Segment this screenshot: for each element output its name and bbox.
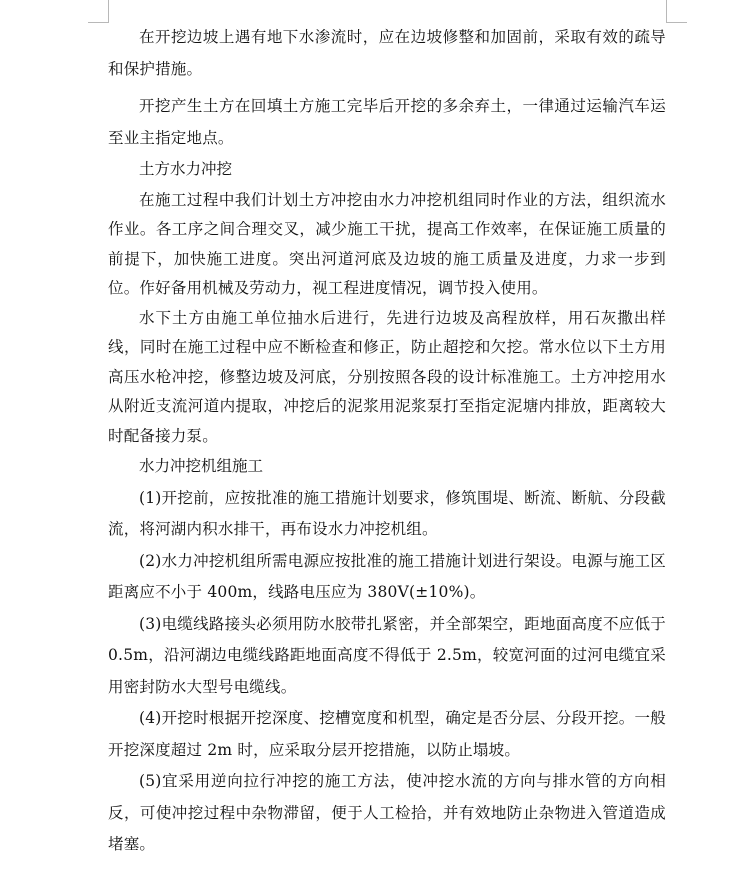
page-corner-mark-left <box>88 0 109 23</box>
list-item: (2)水力冲挖机组所需电源应按批准的施工措施计划进行架设。电源与施工区距离应不小于 400m，线路电压应为 380V(±10%)。 <box>108 551 666 601</box>
section-heading: 土方水力冲挖 <box>139 160 233 178</box>
list-item: (1)开挖前，应按批准的施工措施计划要求，修筑围堤、断流、断航、分段截流，将河湖内积水排干，再布设水力冲挖机组。 <box>108 488 666 538</box>
list-item: (3)电缆线路接头必须用防水胶带扎紧密，并全部架空，距地面高度不应低于 0.5m，沿河湖边电缆线路距地面高度不得低于 2.5m，较宽河面的过河电缆宜采用密封防水大型号电缆线。 <box>108 614 666 696</box>
paragraph: 开挖产生土方在回填土方施工完毕后开挖的多余弃土，一律通过运输汽车运至业主指定地点。 <box>108 97 666 147</box>
page-corner-mark-right <box>666 0 687 23</box>
list-item: (4)开挖时根据开挖深度、挖槽宽度和机型，确定是否分层、分段开挖。一般开挖深度超过 2m 时，应采取分层开挖措施，以防止塌坡。 <box>108 709 666 759</box>
paragraph: 水下土方由施工单位抽水后进行，先进行边坡及高程放样，用石灰撒出样线，同时在施工过程中应不断检查和修正，防止超挖和欠挖。常水位以下土方用高压水枪冲挖，修整边坡及河底，分别按照各段的设计标准施工。土方冲挖用水从附近支流河道内提取，冲挖后的泥浆用泥浆泵打至指定泥塘内排放，距离较大时配备接力泵。 <box>108 308 666 445</box>
list-item: (5)宜采用逆向拉行冲挖的施工方法，使冲挖水流的方向与排水管的方向相反，可使冲挖过程中杂物滞留，便于人工检拾，并有效地防止杂物进入管道造成堵塞。 <box>108 772 666 853</box>
paragraph: 在开挖边坡上遇有地下水渗流时，应在边坡修整和加固前，采取有效的疏导和保护措施。 <box>108 28 666 78</box>
paragraph: 在施工过程中我们计划土方冲挖由水力冲挖机组同时作业的方法，组织流水作业。各工序之间合理交叉，减少施工干扰，提高工作效率，在保证施工质量的前提下，加快施工进度。突出河道河底及边坡的施工质量及进度，力求一步到位。作好备用机械及劳动力，视工程进度情况，调节投入使用。 <box>108 190 666 297</box>
document-body[interactable] <box>108 22 666 861</box>
section-heading: 水力冲挖机组施工 <box>139 457 264 475</box>
